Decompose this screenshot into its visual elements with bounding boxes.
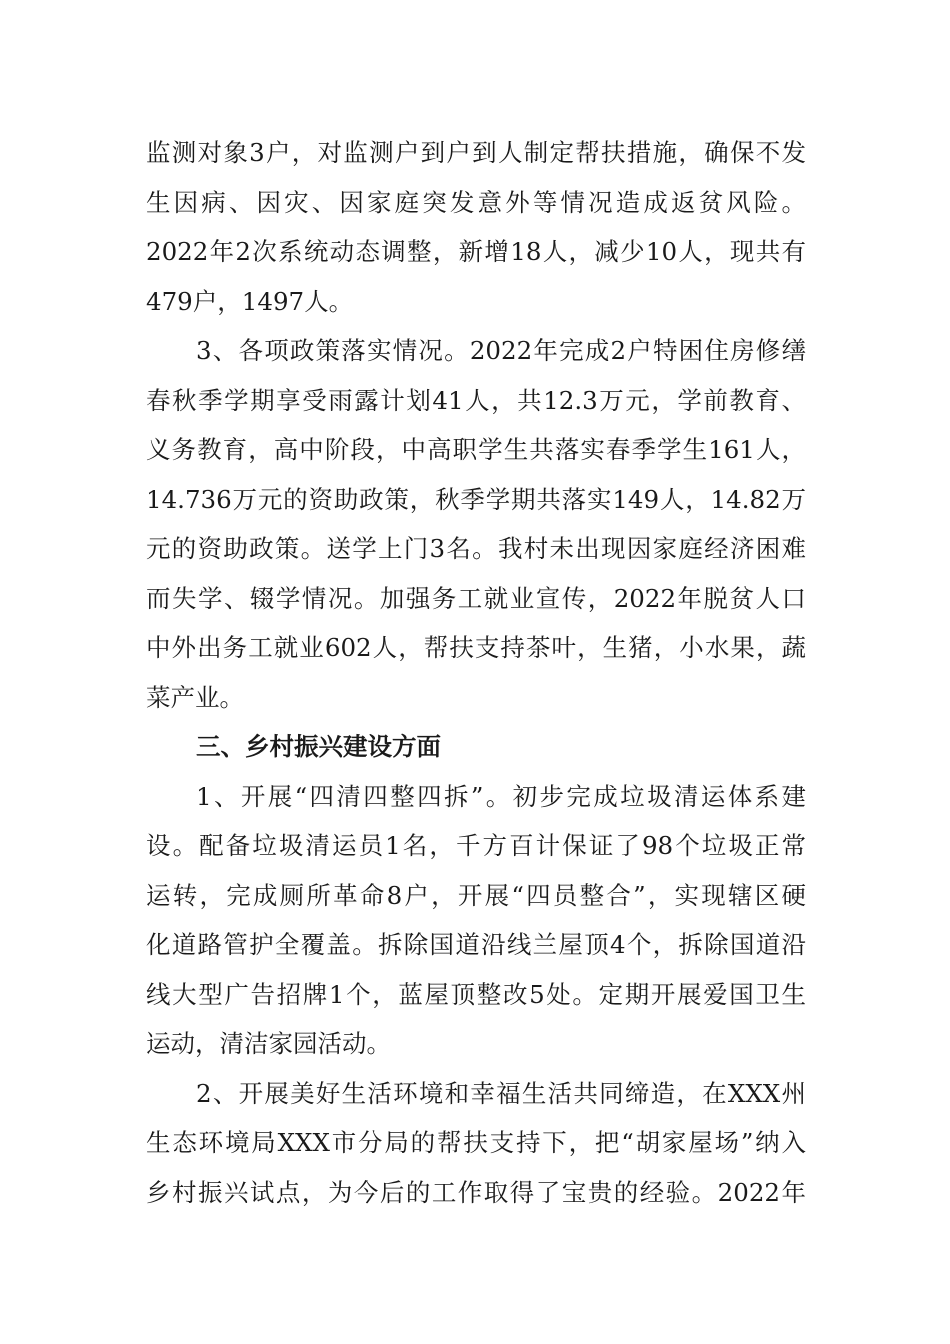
text-line: 而失学、辍学情况。加强务工就业宣传，2022年脱贫人口 xyxy=(146,583,806,613)
text-line: 生因病、因灾、因家庭突发意外等情况造成返贫风险。 xyxy=(146,187,806,217)
section-heading-rural-revitalization xyxy=(146,722,806,772)
text-line: 义务教育，高中阶段，中高职学生共落实春季学生161人， xyxy=(146,435,806,464)
text-line: 479户，1497人。 xyxy=(146,286,354,316)
paragraph-cleanup xyxy=(146,772,806,1069)
text-line: 2、开展美好生活环境和幸福生活共同缔造，在XXX州 xyxy=(196,1078,806,1108)
paragraph-environment xyxy=(146,1069,806,1218)
text-line: 3、各项政策落实情况。2022年完成2户特困住房修缮 xyxy=(196,336,806,365)
text-line: 中外出务工就业602人，帮扶支持茶叶，生猪，小水果，蔬 xyxy=(146,633,806,662)
text-line: 春秋季学期享受雨露计划41人，共12.3万元，学前教育、 xyxy=(146,385,806,415)
section-heading: 三、乡村振兴建设方面 xyxy=(196,732,441,761)
text-line: 14.736万元的资助政策，秋季学期共落实149人，14.82万 xyxy=(146,484,806,514)
document-body xyxy=(146,128,806,1217)
text-line: 生态环境局XXX市分局的帮扶支持下，把“胡家屋场”纳入 xyxy=(146,1128,806,1157)
text-line: 菜产业。 xyxy=(146,682,244,712)
text-line: 1、开展“四清四整四拆”。初步完成垃圾清运体系建 xyxy=(196,781,806,811)
text-line: 线大型广告招牌1个，蓝屋顶整改5处。定期开展爱国卫生 xyxy=(146,979,806,1009)
text-line: 设。配备垃圾清运员1名，千方百计保证了98个垃圾正常 xyxy=(146,831,806,860)
text-line: 2022年2次系统动态调整，新增18人，减少10人，现共有 xyxy=(146,237,806,266)
paragraph-monitoring xyxy=(146,128,806,326)
text-line: 元的资助政策。送学上门3名。我村未出现因家庭经济困难 xyxy=(146,534,806,563)
paragraph-policy xyxy=(146,326,806,722)
text-line: 乡村振兴试点，为今后的工作取得了宝贵的经验。2022年 xyxy=(146,1177,806,1207)
text-line: 运动，清洁家园活动。 xyxy=(146,1029,391,1058)
text-line: 运转，完成厕所革命8户，开展“四员整合”，实现辖区硬 xyxy=(146,880,806,910)
text-line: 监测对象3户，对监测户到户到人制定帮扶措施，确保不发 xyxy=(146,138,806,167)
text-line: 化道路管护全覆盖。拆除国道沿线兰屋顶4个，拆除国道沿 xyxy=(146,930,806,959)
